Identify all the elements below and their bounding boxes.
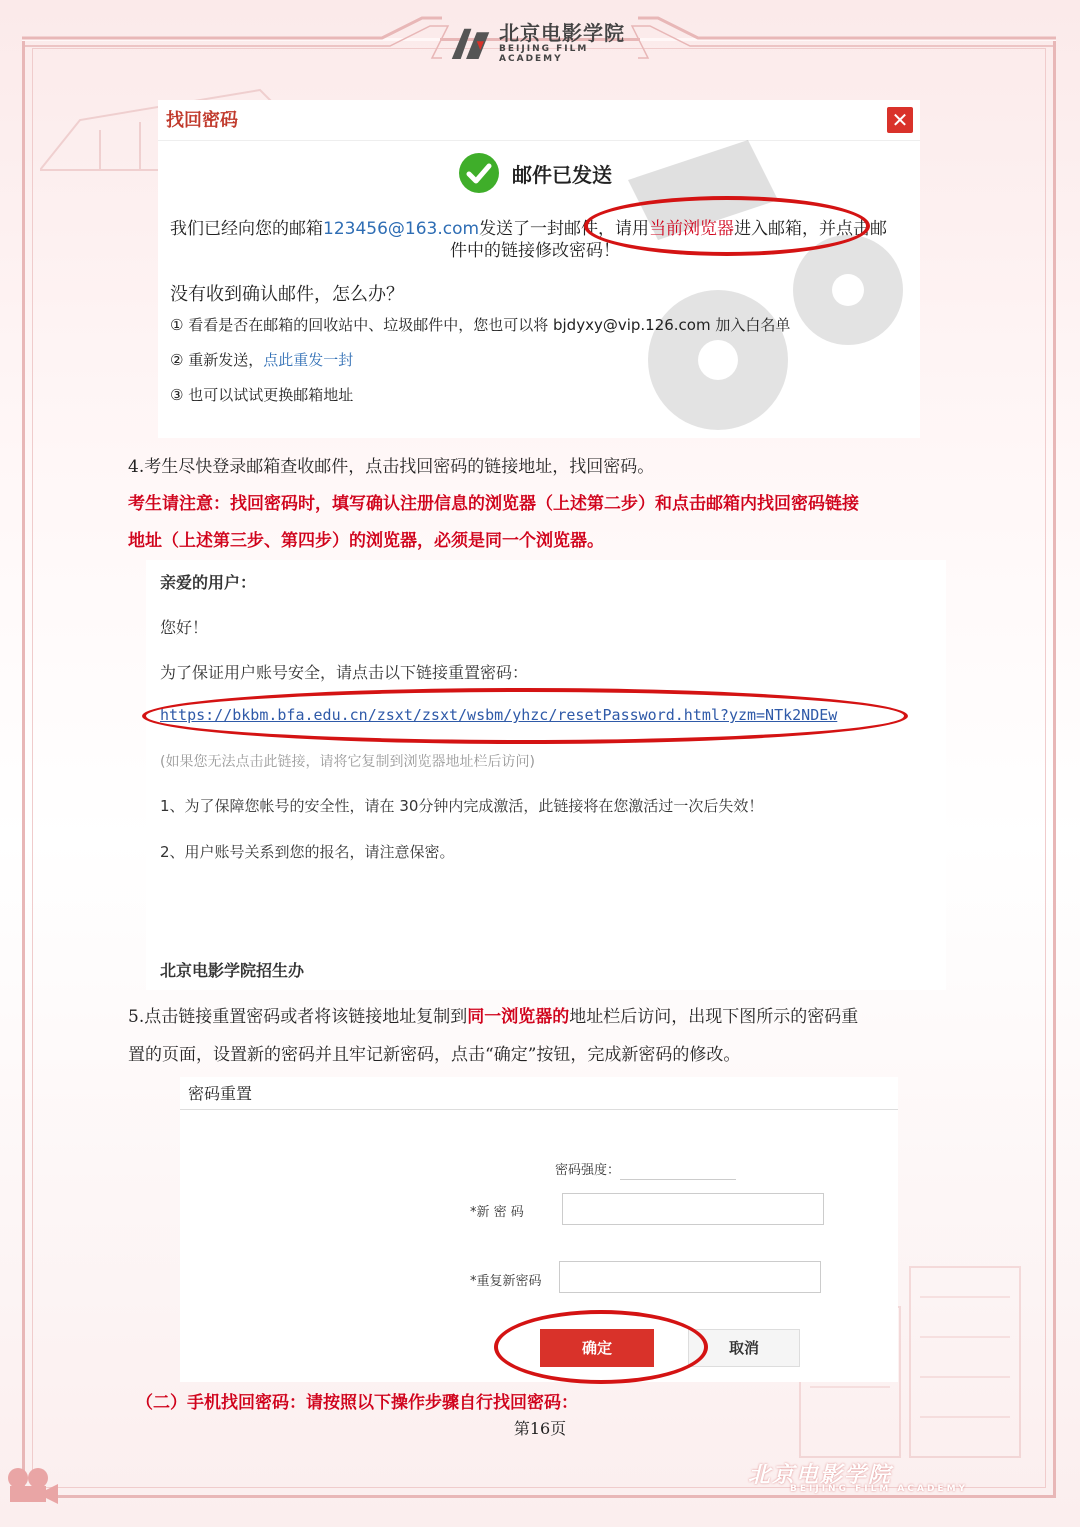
form-title: 密码重置 bbox=[188, 1084, 253, 1103]
dialog-title: 找回密码 bbox=[166, 110, 238, 131]
confirm-button[interactable]: 确定 bbox=[540, 1329, 654, 1367]
tip-1: ① 看看是否在邮箱的回收站中、垃圾邮件中，您也可以将 bjdyxy@vip.126.com 加入白名单 bbox=[170, 316, 791, 334]
film-reel-watermark-icon bbox=[628, 140, 920, 438]
current-browser-highlight: 当前浏览器 bbox=[649, 219, 735, 239]
no-mail-question: 没有收到确认邮件，怎么办？ bbox=[170, 284, 404, 305]
logo-english-name: BEIJING FILM ACADEMY bbox=[499, 44, 589, 64]
email-instruction: 为了保证用户账号安全，请点击以下链接重置密码： bbox=[160, 663, 529, 682]
repeat-password-label: *重复新密码 bbox=[470, 1274, 542, 1289]
film-projector-icon bbox=[4, 1466, 60, 1506]
confirm-highlight-ellipse bbox=[494, 1310, 708, 1384]
new-password-input[interactable] bbox=[562, 1193, 824, 1225]
strength-meter bbox=[620, 1179, 736, 1180]
header-logo bbox=[450, 18, 640, 68]
message-text: 我们已经向您的邮箱 bbox=[170, 219, 323, 239]
form-divider bbox=[180, 1109, 898, 1110]
tip-2-text: ② 重新发送， bbox=[170, 351, 264, 369]
email-signature: 北京电影学院招生办 bbox=[160, 961, 305, 980]
film-academy-logo-icon bbox=[450, 23, 491, 63]
reset-password-link[interactable]: https://bkbm.bfa.edu.cn/zsxt/zsxt/wsbm/yhzc/resetPassword.html?yzm=NTk2NDEw bbox=[160, 706, 838, 724]
message-text: 进入邮箱，并点击邮 bbox=[734, 219, 888, 239]
sent-title: 邮件已发送 bbox=[512, 162, 612, 187]
email-note-1: 1、为了保障您帐号的安全性，请在 30分钟内完成激活，此链接将在您激活过一次后失效！ bbox=[160, 797, 764, 815]
link-highlight-ellipse bbox=[142, 688, 908, 744]
step-5-line-2: 置的页面，设置新的密码并且牢记新密码，点击“确定”按钮，完成新密码的修改。 bbox=[128, 1045, 741, 1065]
page-number: 第16页 bbox=[513, 1419, 567, 1438]
tip-3: ③ 也可以试试更换邮箱地址 bbox=[170, 386, 354, 404]
email-link-hint: (如果您无法点击此链接，请将它复制到浏览器地址栏后访问) bbox=[160, 754, 535, 770]
tip-2 bbox=[170, 349, 353, 370]
step-5-text: 5.点击链接重置密码或者将该链接地址复制到 bbox=[128, 1007, 468, 1027]
step-4-text: 4.考生尽快登录邮箱查收邮件，点击找回密码的链接地址，找回密码。 bbox=[128, 457, 655, 477]
success-check-icon bbox=[458, 152, 500, 194]
email-hello: 您好！ bbox=[160, 618, 209, 637]
repeat-password-input[interactable] bbox=[559, 1261, 821, 1293]
new-password-label: *新 密 码 bbox=[470, 1205, 524, 1220]
logo-chinese-name: 北京电影学院 bbox=[499, 21, 626, 45]
sent-message-line2: 件中的链接修改密码！ bbox=[450, 241, 620, 261]
message-text: 发送了一封邮件，请用 bbox=[479, 219, 650, 239]
close-icon[interactable]: ✕ bbox=[887, 107, 913, 133]
section-2-heading: （二）手机找回密码：请按照以下操作步骤自行找回密码： bbox=[136, 1393, 578, 1413]
retrieve-password-dialog bbox=[158, 100, 920, 438]
step-5-text: 地址栏后访问，出现下图所示的密码重 bbox=[569, 1007, 859, 1027]
warning-line-2: 地址（上述第三步、第四步）的浏览器，必须是同一个浏览器。 bbox=[128, 531, 604, 551]
sent-status-row bbox=[458, 152, 612, 194]
same-browser-highlight: 同一浏览器的 bbox=[467, 1007, 570, 1027]
email-note-2: 2、用户账号关系到您的报名，请注意保密。 bbox=[160, 843, 455, 861]
strength-label: 密码强度： bbox=[555, 1163, 621, 1178]
highlight-ellipse bbox=[584, 196, 870, 256]
resend-link[interactable]: 点此重发一封 bbox=[263, 351, 354, 369]
step-5-line-1 bbox=[128, 1002, 858, 1027]
footer-logo-chinese: 北京电影学院 bbox=[748, 1463, 893, 1488]
warning-line-1: 考生请注意：找回密码时，填写确认注册信息的浏览器（上述第二步）和点击邮箱内找回密码链接 bbox=[128, 494, 859, 514]
footer-logo-english: BEIJING FILM ACADEMY bbox=[790, 1484, 969, 1494]
reset-email-screenshot bbox=[146, 560, 946, 990]
cancel-button[interactable]: 取消 bbox=[688, 1329, 800, 1367]
email-address: 123456@163.com bbox=[323, 219, 480, 239]
email-greeting: 亲爱的用户： bbox=[160, 573, 257, 592]
